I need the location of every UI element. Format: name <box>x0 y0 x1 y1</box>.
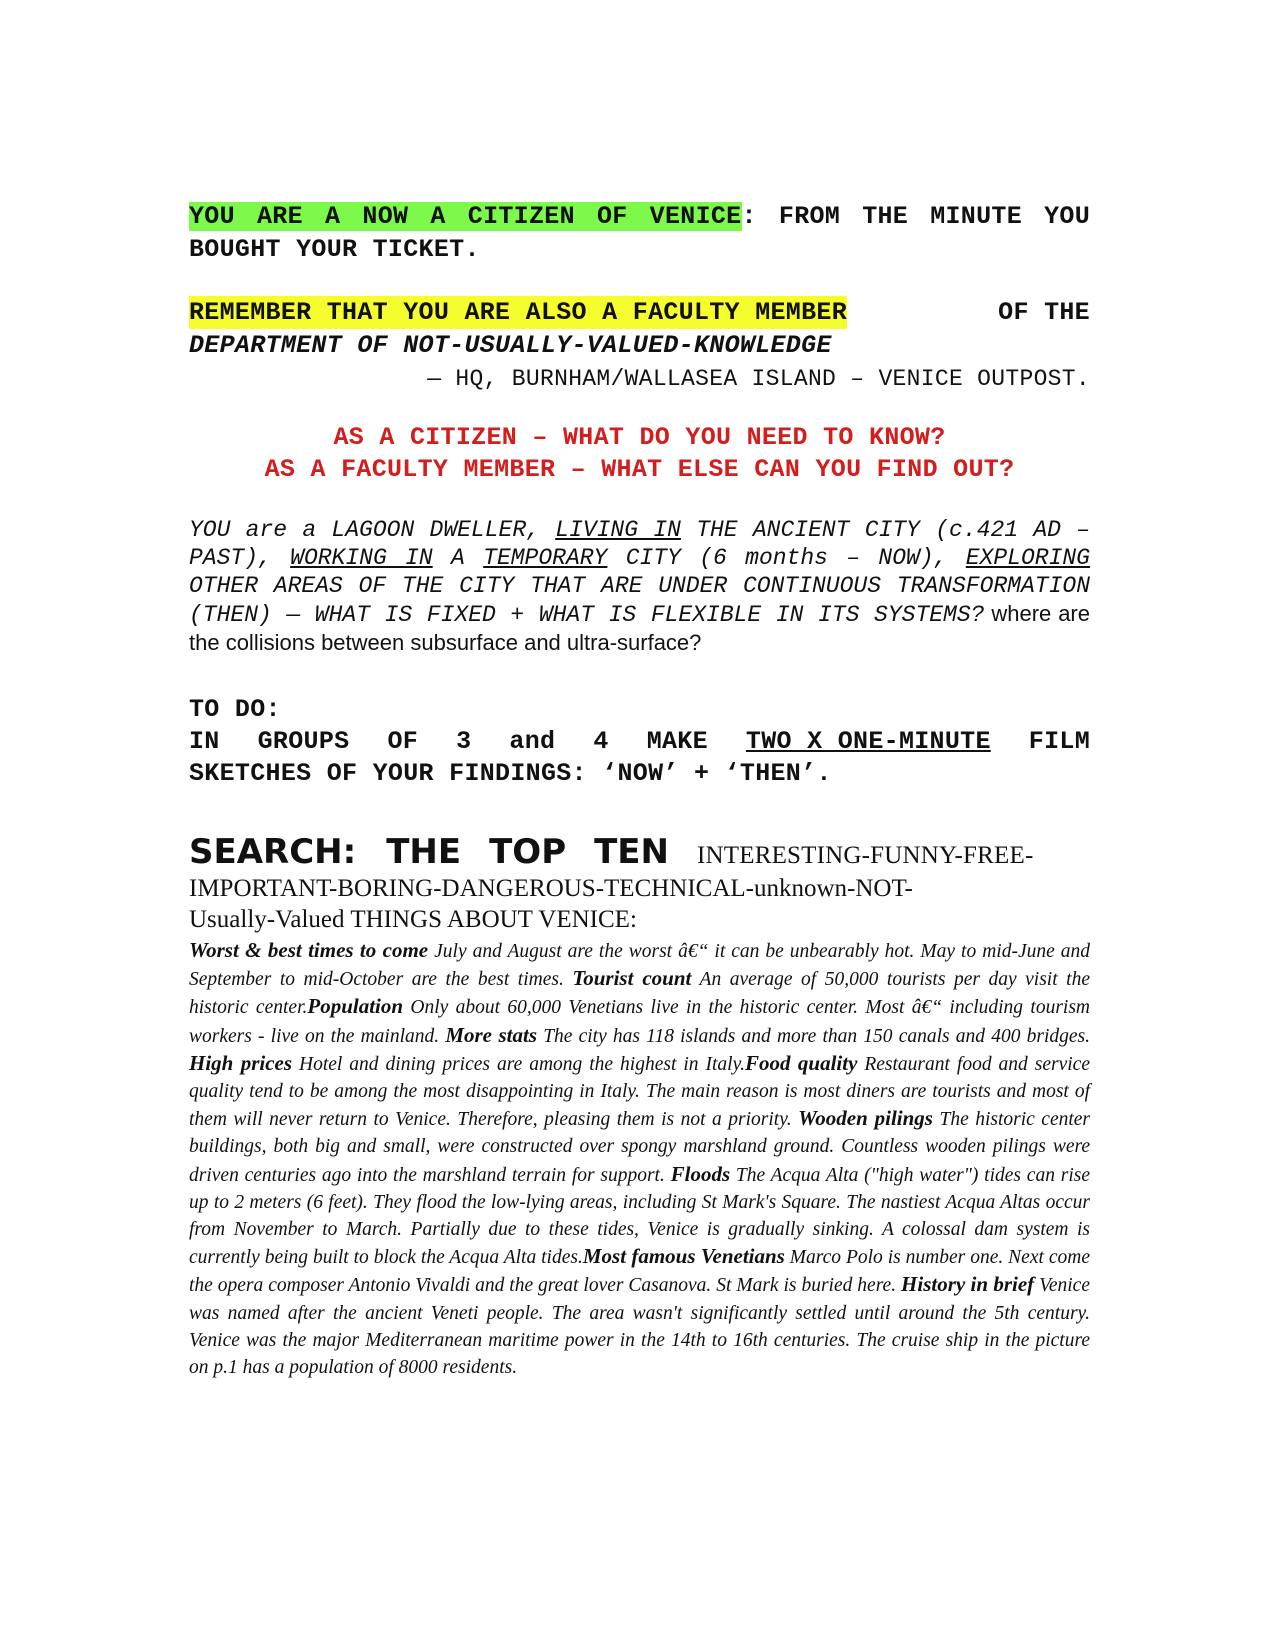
fact-text: Restaurant food and service quality tend to be among the most disappointing in Italy. The main reason is most diners are tourists and most of them will never return to Venice. Therefore, pleasing them is not a priority. <box>189 1053 1090 1131</box>
department-name: DEPARTMENT OF NOT-USUALLY-VALUED-KNOWLEDGE <box>189 331 832 360</box>
fact-text: An average of 50,000 tourists per day visit the historic center. <box>189 969 1090 1019</box>
faculty-rest: OF THE <box>998 298 1090 327</box>
search-the: THE <box>386 832 462 872</box>
todo-underline: TWO X ONE-MINUTE <box>745 727 991 756</box>
todo-section <box>189 694 1090 790</box>
todo-label: TO DO: <box>189 695 281 724</box>
hq-line: — HQ, BURNHAM/WALLASEA ISLAND – VENICE OUTPOST. <box>427 366 1090 392</box>
fact-heading: Tourist count <box>572 966 692 991</box>
question-citizen: AS A CITIZEN – WHAT DO YOU NEED TO KNOW? <box>333 423 946 452</box>
fact-heading: High prices <box>189 1050 293 1075</box>
lagoon-question: where are the collisions between subsurface and ultra-surface? <box>189 601 1090 655</box>
search-section <box>189 832 1090 935</box>
todo-word: 4 <box>593 727 609 756</box>
questions <box>189 422 1090 486</box>
todo-word: GROUPS <box>257 727 350 756</box>
lagoon-underline: LIVING IN <box>555 517 681 543</box>
fact-heading: Worst & best times to come <box>189 938 429 962</box>
todo-line <box>189 726 1090 758</box>
fact-heading: History in brief <box>901 1272 1035 1297</box>
question-faculty: AS A FACULTY MEMBER – WHAT ELSE CAN YOU FIND OUT? <box>264 455 1015 484</box>
lagoon-text: A <box>432 545 484 571</box>
search-line2: IMPORTANT-BORING-DANGEROUS-TECHNICAL-unknown-NOT- <box>189 875 913 902</box>
todo-word: FILM <box>1028 727 1090 756</box>
todo-word: MAKE <box>646 727 708 756</box>
faculty-line <box>189 296 1090 329</box>
fact-text: Venice was named after the ancient Veneti people. The area wasn't significantly settled until around the 5th century. Venice was the major Mediterranean maritime power in the 14th to 16th centuries. The cruise ship in the picture on p.1 has a population of 8000 residents. <box>189 1275 1090 1379</box>
fact-heading: Floods <box>670 1161 731 1186</box>
lagoon-paragraph <box>189 516 1090 658</box>
document-page <box>189 200 1090 1381</box>
todo-word: and <box>509 727 556 756</box>
fact-text: Only about 60,000 Venetians live in the historic center. Most â€“ including tourism workers - live on the mainland. <box>189 997 1090 1047</box>
search-ten: TEN <box>594 832 669 872</box>
lagoon-underline: TEMPORARY <box>483 545 608 571</box>
search-top: TOP <box>489 832 567 872</box>
fact-heading: Population <box>307 994 404 1019</box>
faculty-statement <box>189 296 1090 394</box>
fact-heading: Food quality <box>745 1050 858 1075</box>
lagoon-text: THE ANCIENT CITY (c.421 AD – PAST), <box>189 517 1091 571</box>
citizen-rest: : FROM THE MINUTE YOU BOUGHT YOUR TICKET. <box>189 202 1090 264</box>
fact-heading: Most famous Venetians <box>582 1244 785 1269</box>
todo-word: OF <box>387 727 419 756</box>
search-word: SEARCH: <box>189 832 357 872</box>
fact-text: Hotel and dining prices are among the highest in Italy. <box>292 1053 746 1075</box>
todo-line-sketches: SKETCHES OF YOUR FINDINGS: ‘NOW’ + ‘THEN’. <box>189 759 832 788</box>
faculty-highlight: REMEMBER THAT YOU ARE ALSO A FACULTY MEMBER <box>189 298 848 327</box>
lagoon-text: CITY (6 months – NOW), <box>607 545 966 571</box>
lagoon-underline: WORKING IN <box>290 545 433 571</box>
facts-paragraph <box>189 937 1090 1381</box>
fact-text: The historic center buildings, both big and small, were constructed over spongy marshland ground. Countless wooden pilings were driven centuries ago into the marshland terrain for support. <box>189 1109 1091 1186</box>
todo-word: IN <box>189 727 220 756</box>
citizen-highlight: YOU ARE A NOW A CITIZEN OF VENICE <box>189 202 742 231</box>
fact-heading: More stats <box>445 1022 538 1047</box>
lagoon-underline: EXPLORING <box>965 545 1090 571</box>
search-line1-rest: INTERESTING-FUNNY-FREE- <box>696 842 1034 869</box>
search-heading <box>189 832 1090 872</box>
lagoon-text: OTHER AREAS OF THE CITY THAT ARE UNDER CONTINUOUS TRANSFORMATION (THEN) — WHAT IS FIXED + WHAT IS FLEXIBLE IN ITS SYSTEMS? <box>189 573 1090 628</box>
citizen-statement <box>189 200 1090 266</box>
fact-text: July and August are the worst â€“ it can be unbearably hot. May to mid-June and September to mid-October are the best times. <box>189 941 1090 991</box>
lagoon-text: YOU are a LAGOON DWELLER, <box>189 517 556 543</box>
fact-heading: Wooden pilings <box>798 1106 933 1131</box>
fact-text: Marco Polo is number one. Next come the opera composer Antonio Vivaldi and the great lover Casanova. St Mark is buried here. <box>189 1247 1090 1297</box>
fact-text: The Acqua Alta ("high water") tides can rise up to 2 meters (6 feet). They flood the low-lying areas, including St Mark's Square. The nastiest Acqua Altas occur from November to March. Partially due to these tides, Venice is gradually sinking. A colossal dam system is currently being built to block the Acqua Alta tides. <box>189 1164 1090 1269</box>
search-line3: Usually-Valued THINGS ABOUT VENICE: <box>189 906 637 933</box>
fact-text: The city has 118 islands and more than 150 canals and 400 bridges. <box>537 1025 1090 1047</box>
todo-word: 3 <box>456 727 472 756</box>
